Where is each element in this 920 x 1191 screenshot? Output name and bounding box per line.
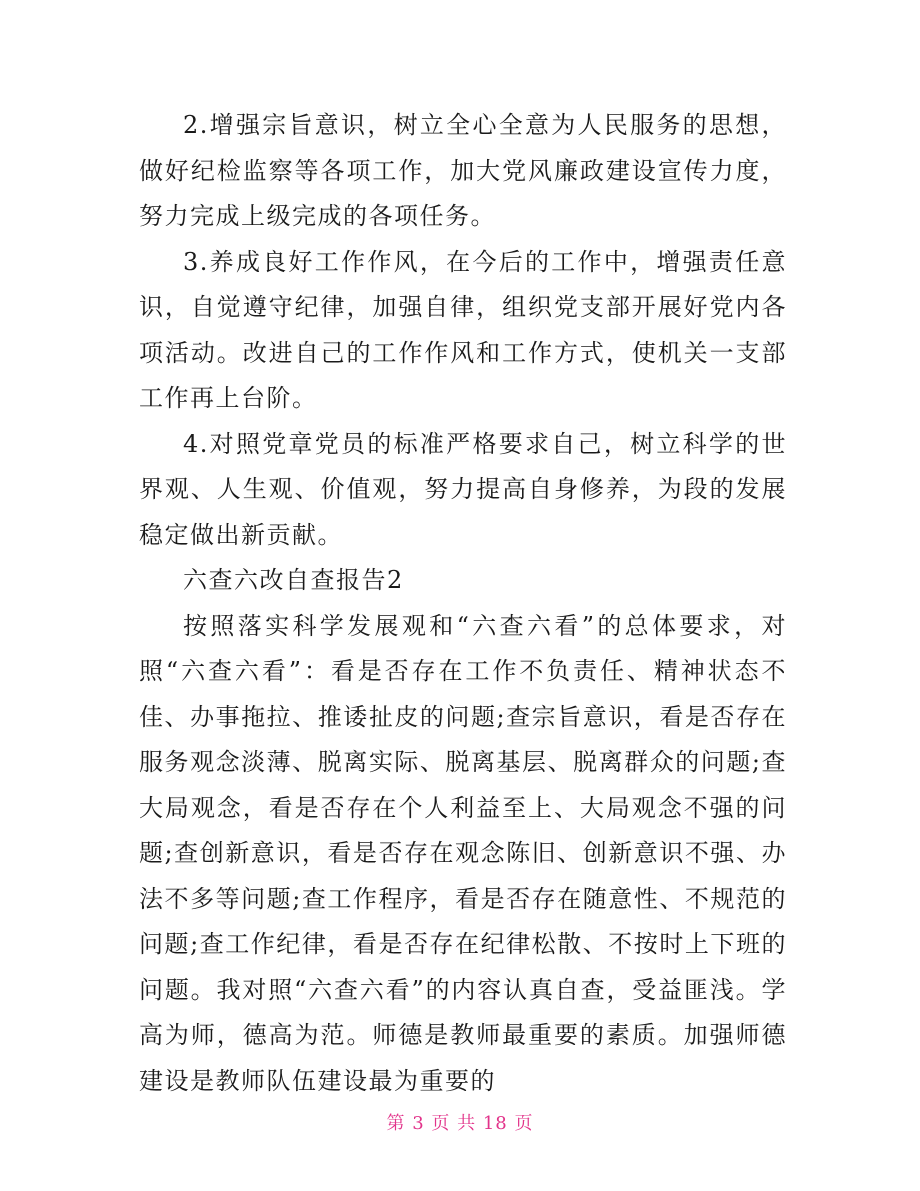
paragraph-body: 按照落实科学发展观和“六查六看”的总体要求，对照“六查六看”：看是否存在工作不负责任、精神状态不佳、办事拖拉、推诿扯皮的问题;查宗旨意识，看是否存在服务观念淡薄、脱离实际、脱离基层、脱离群众的问题;查大局观念，看是否存在个人利益至上、大局观念不强的问题;查创新意识，看是否存在观念陈旧、创新意识不强、办法不多等问题;查工作程序，看是否存在随意性、不规范的问题;查工作纪律，看是否存在纪律松散、不按时上下班的问题。我对照“六查六看”的内容认真自查，受益匪浅。学高为师，德高为范。师德是教师最重要的素质。加强师德建设是教师队伍建设最为重要的 bbox=[139, 611, 787, 1095]
section-heading: 六查六改自查报告2 bbox=[183, 566, 404, 594]
paragraph-item-4: 4.对照党章党员的标准严格要求自己，树立科学的世界观、人生观、价值观，努力提高自身修养，为段的发展稳定做出新贡献。 bbox=[139, 429, 787, 549]
document-body bbox=[139, 103, 787, 1104]
page-number-footer: 第 3 页 共 18 页 bbox=[386, 1113, 534, 1134]
paragraph-item-2: 2.增强宗旨意识，树立全心全意为人民服务的思想，做好纪检监察等各项工作，加大党风廉政建设宣传力度，努力完成上级完成的各项任务。 bbox=[139, 111, 787, 230]
paragraph-item-3: 3.养成良好工作作风，在今后的工作中，增强责任意识，自觉遵守纪律，加强自律，组织党支部开展好党内各项活动。改进自己的工作作风和工作方式，使机关一支部工作再上台阶。 bbox=[139, 247, 787, 412]
